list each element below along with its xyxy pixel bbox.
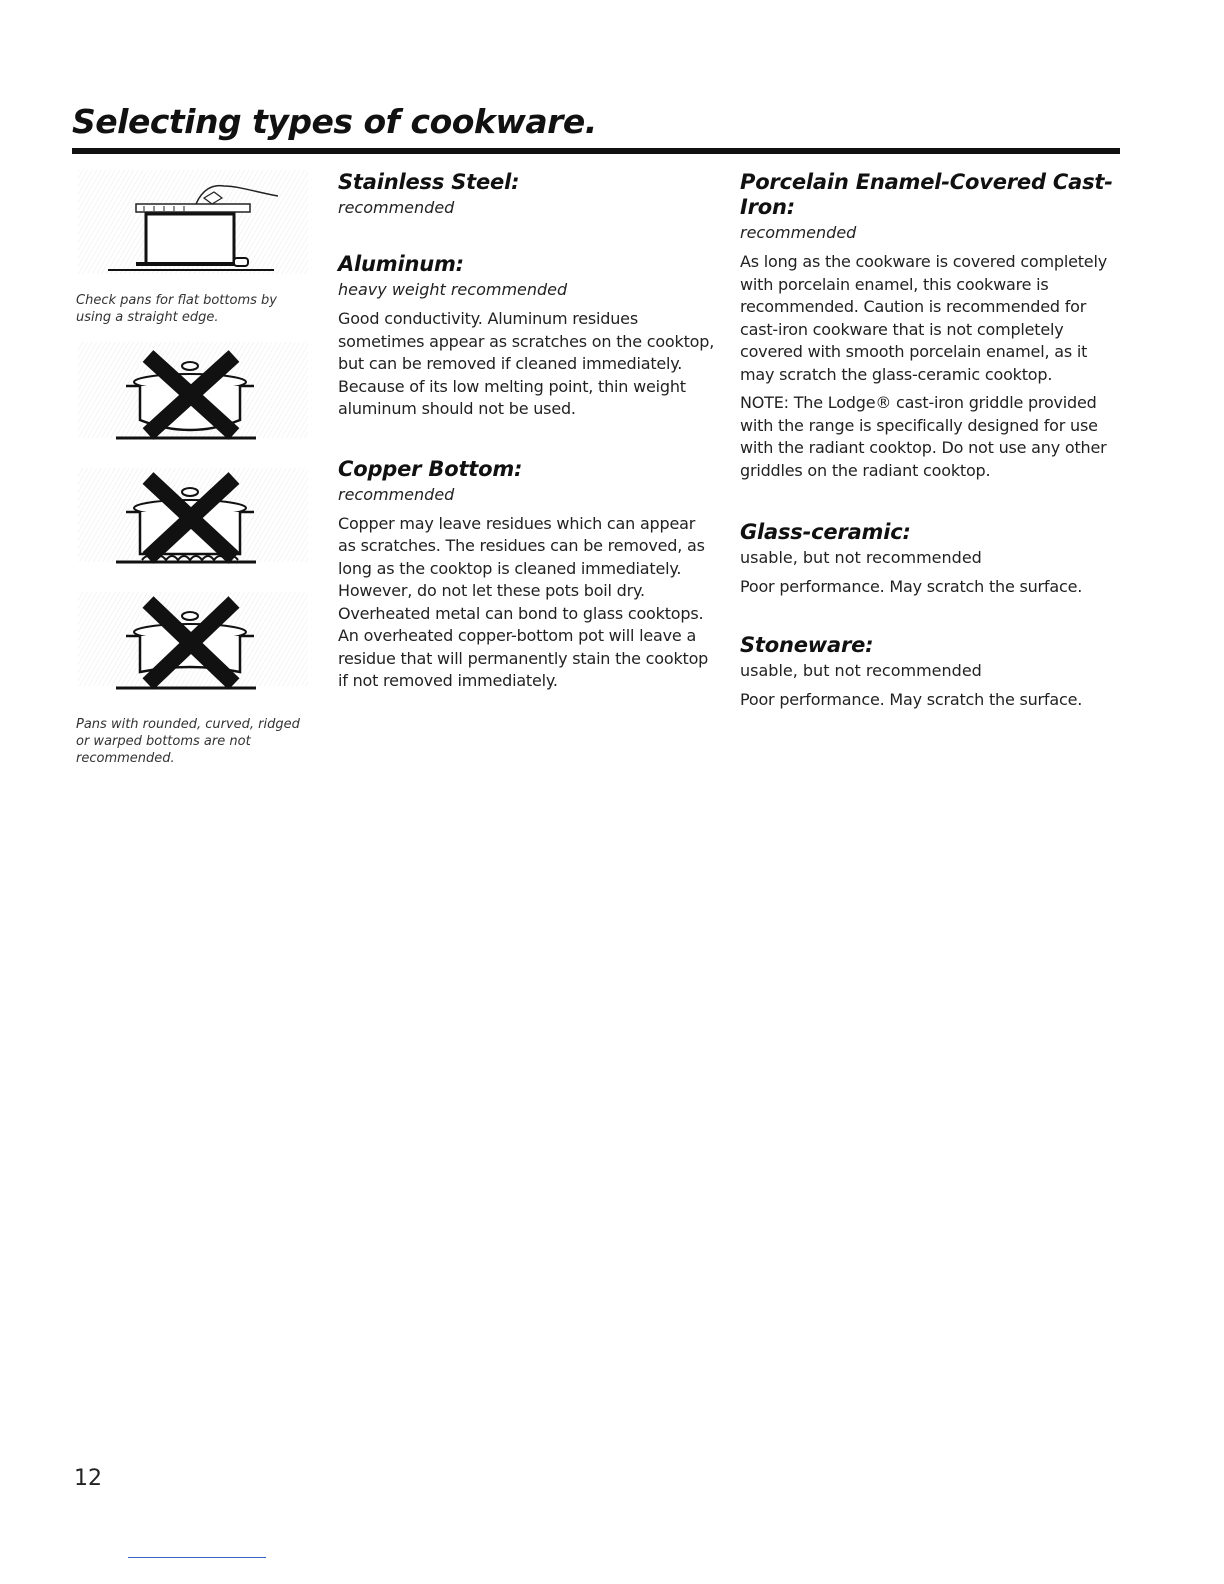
not-recommended-caption: Pans with rounded, curved, ridged or warped bottoms are not recommended. — [76, 717, 300, 766]
section-glass-ceramic — [740, 520, 1120, 599]
section-rating: usable, but not recommended — [740, 548, 982, 567]
section-rating: usable, but not recommended — [740, 660, 982, 680]
flat-bottom-check-illustration — [78, 170, 308, 278]
warped-bottom-pot-illustration — [78, 592, 308, 692]
section-rating: recommended — [338, 484, 455, 504]
section-heading: Porcelain Enamel-Covered Cast-Iron: — [740, 170, 1113, 219]
section-body: As long as the cookware is covered completely with porcelain enamel, this cookware is recommended. Caution is recommended for cast-iron cookware that is not completely covered with smooth porcelain enamel, as it may scratch the glass-ceramic cooktop. — [740, 252, 1107, 384]
section-heading: Aluminum: — [338, 252, 464, 276]
section-heading: Stoneware: — [740, 632, 874, 657]
flat-check-caption: Check pans for flat bottoms by using a straight edge. — [76, 293, 277, 325]
section-heading: Copper Bottom: — [338, 456, 523, 481]
section-copper-bottom — [338, 457, 716, 693]
footer-line — [128, 1557, 266, 1558]
rounded-bottom-pot-illustration — [78, 342, 308, 446]
page-number: 12 — [74, 1466, 102, 1491]
section-body: Poor performance. May scratch the surface. — [740, 577, 1083, 596]
section-stainless-steel — [338, 170, 716, 218]
page-title: Selecting types of cookware. — [72, 102, 597, 141]
section-body: Poor performance. May scratch the surface. — [740, 689, 1083, 709]
section-rating: recommended — [338, 198, 455, 217]
section-body: Copper may leave residues which can appear as scratches. The residues can be removed, as long as the cooktop is cleaned immediately. However, do not let these pots boil dry. Overheated metal can bond to glass cooktops. An overheated copper-bottom pot will leave a residue that will permanently stain the cooktop if not removed immediately. — [338, 513, 709, 690]
section-aluminum — [338, 252, 716, 421]
ridged-bottom-pot-illustration — [78, 468, 308, 568]
right-column — [740, 170, 1120, 717]
section-heading: Stainless Steel: — [338, 170, 520, 194]
section-rating: recommended — [740, 223, 857, 242]
section-rating: heavy weight recommended — [338, 280, 568, 299]
section-stoneware — [740, 633, 1120, 712]
title-rule — [72, 148, 1120, 154]
section-heading: Glass-ceramic: — [740, 520, 911, 544]
middle-column — [338, 170, 716, 699]
section-note: NOTE: The Lodge® cast-iron griddle provided with the range is specifically designed for use with the radiant cooktop. Do not use any other griddles on the radiant cooktop. — [740, 393, 1107, 480]
section-porcelain-enamel — [740, 170, 1120, 482]
section-body: Good conductivity. Aluminum residues sometimes appear as scratches on the cooktop, but can be removed if cleaned immediately. Because of its low melting point, thin weight aluminum should not be used. — [338, 309, 715, 418]
